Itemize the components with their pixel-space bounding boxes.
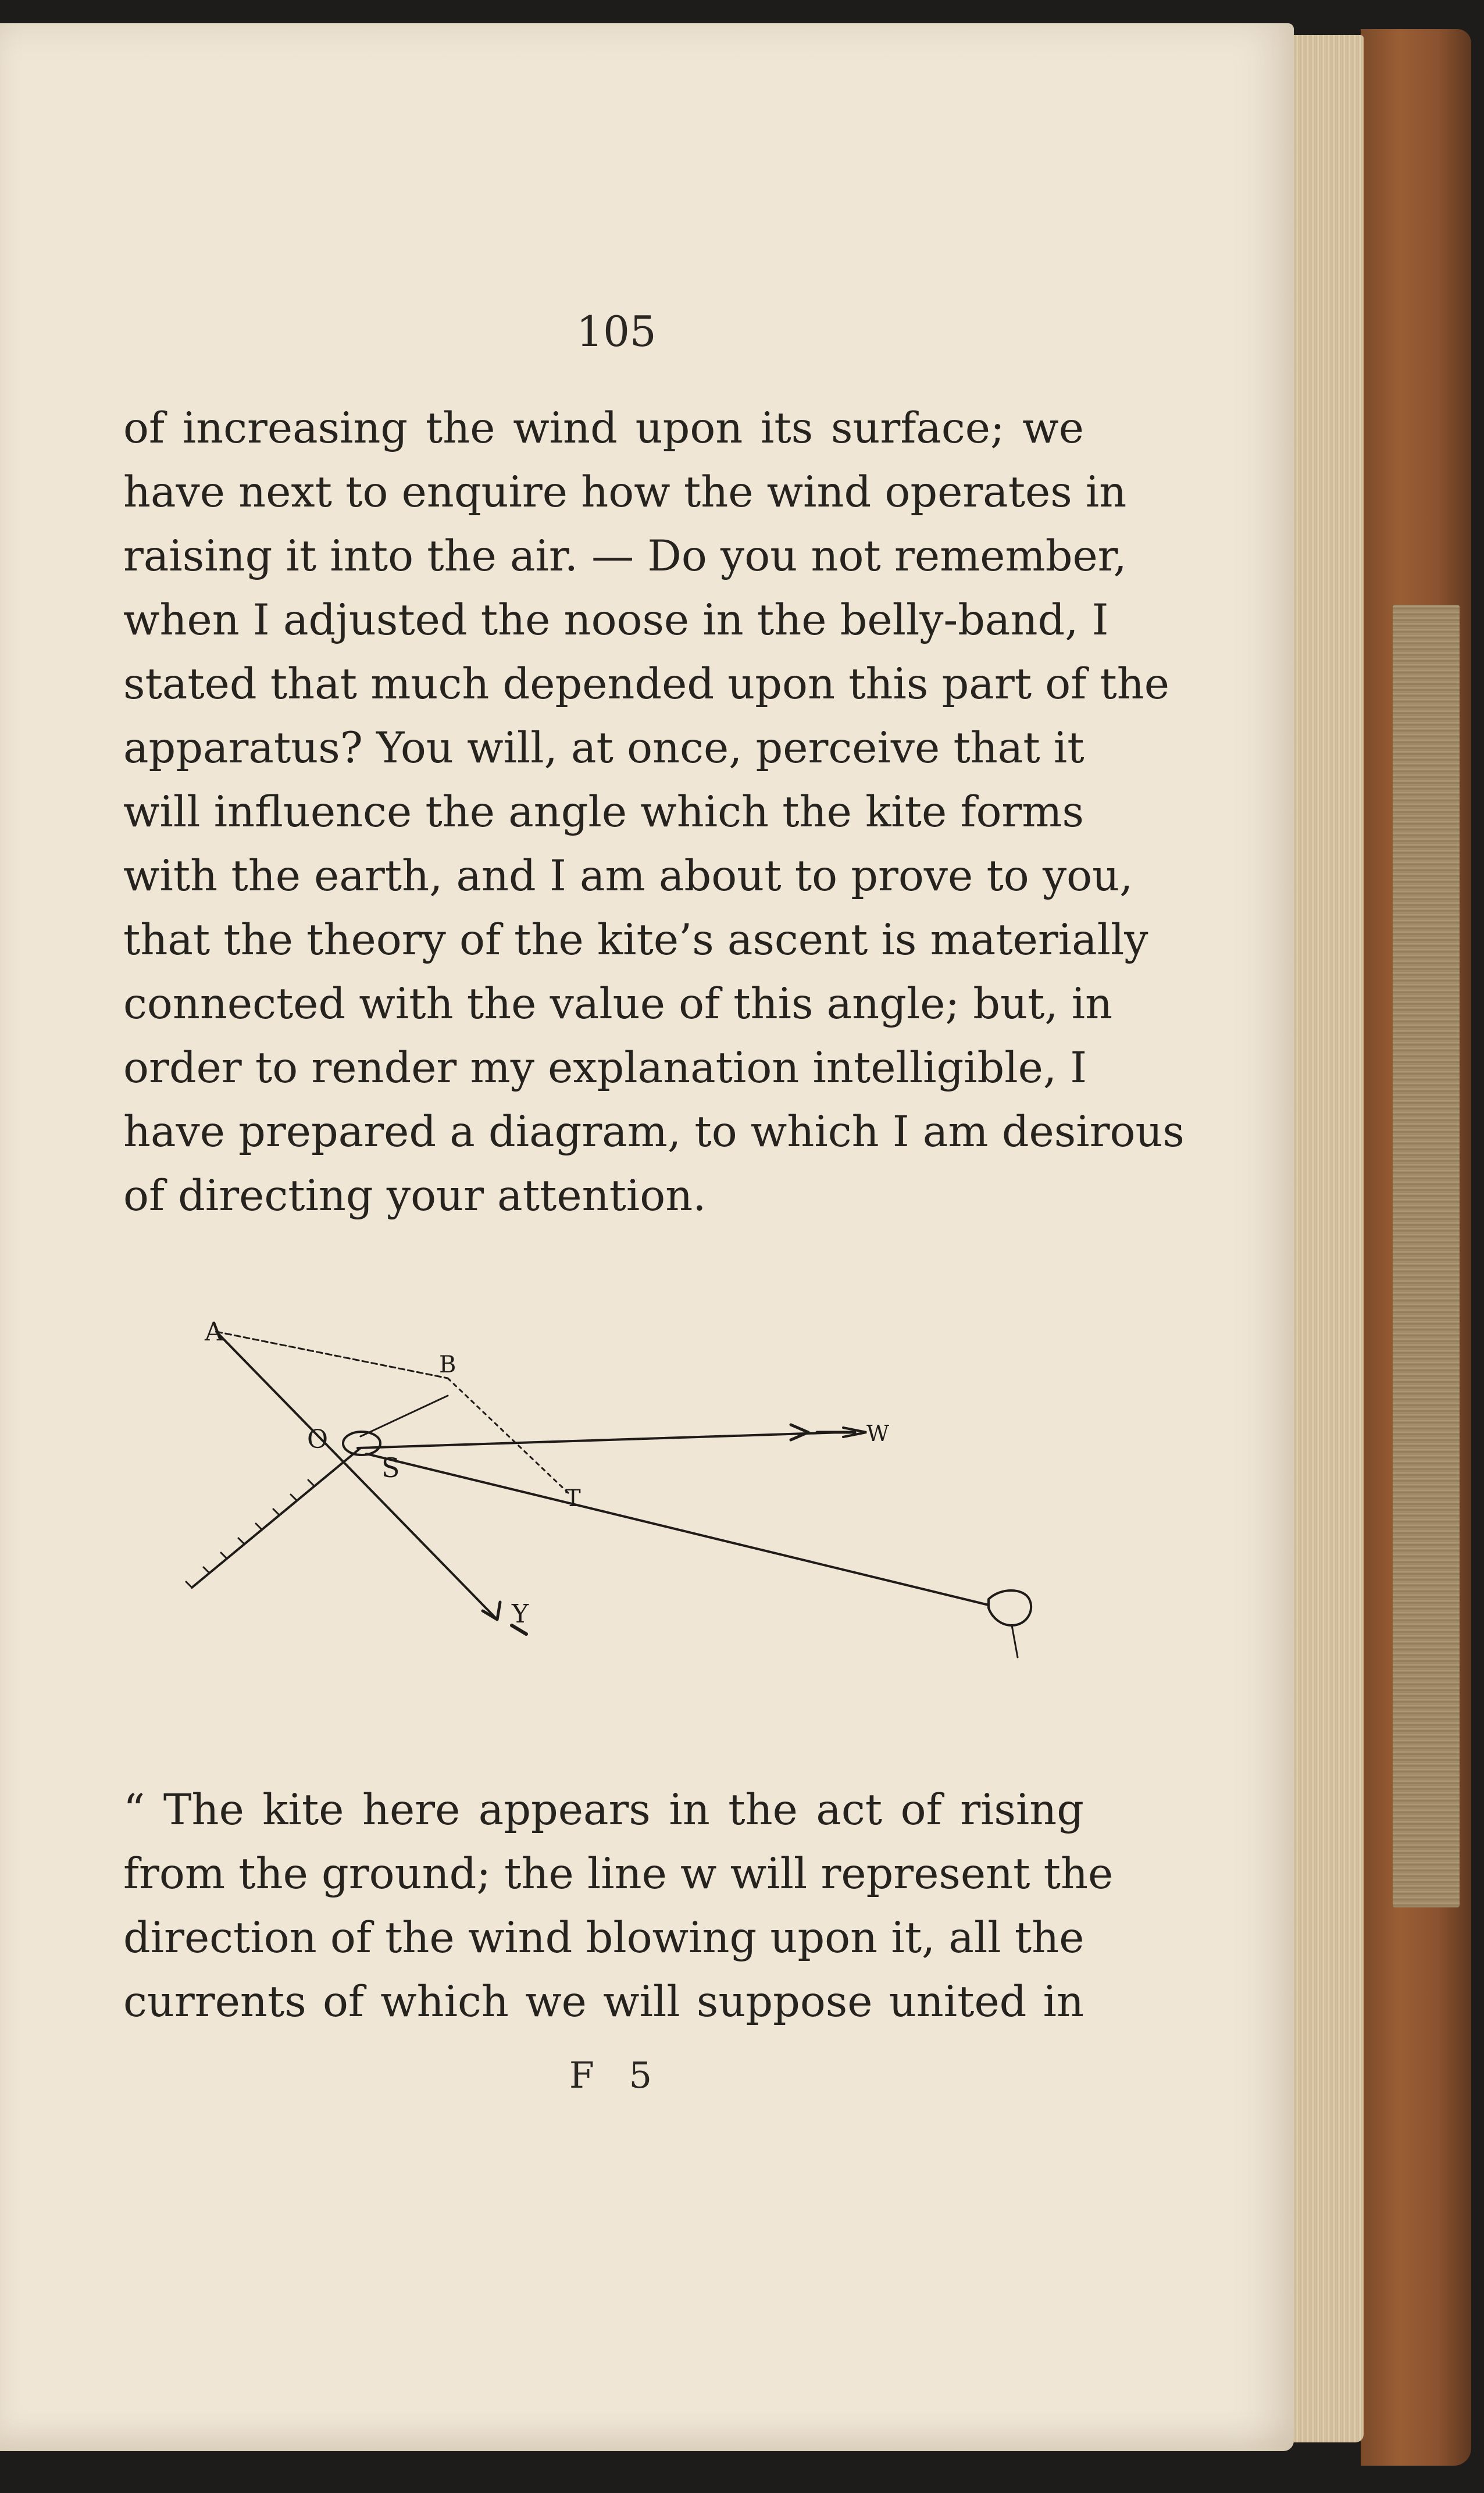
text-line: stated that much depended upon this part of the (123, 659, 1169, 709)
paragraph-bottom (123, 1778, 1114, 2034)
page-edges (1294, 35, 1364, 2442)
text-line: apparatus? You will, at once, perceive that it (123, 723, 1085, 773)
text-line: connected with the value of this angle; but, in (123, 979, 1113, 1029)
text-line: “ The kite here appears in the act of rising (123, 1785, 1084, 1835)
label-b: B (439, 1351, 456, 1378)
wind-line-w (358, 1432, 843, 1448)
label-o: O (307, 1425, 329, 1454)
cover-cloth (1393, 605, 1460, 1907)
text-line: from the ground; the line w will represent the (123, 1849, 1114, 1899)
kite-diagram (151, 1308, 1082, 1669)
text-line: of increasing the wind upon its surface; we (123, 404, 1084, 453)
y-arrow-icon (483, 1602, 500, 1620)
label-w: W (866, 1421, 890, 1446)
label-a: A (205, 1317, 223, 1347)
text-line: have next to enquire how the wind operates in (123, 468, 1127, 517)
hand-icon (989, 1590, 1031, 1625)
signature-mark: F 5 (569, 2054, 664, 2096)
label-s: S (381, 1452, 400, 1483)
text-line: that the theory of the kite’s ascent is materially (123, 915, 1148, 965)
text-line: order to render my explanation intelligible, I (123, 1043, 1087, 1093)
tail-feather-icon (186, 1480, 314, 1588)
paragraph-top (123, 397, 1185, 1228)
hand-wrist (1012, 1625, 1018, 1657)
line-o-b (361, 1396, 448, 1436)
label-t: T (565, 1485, 581, 1512)
line-a-b (216, 1332, 448, 1378)
text-line: of directing your attention. (123, 1171, 707, 1221)
text-line: currents of which we will suppose united in (123, 1977, 1084, 2027)
text-line: direction of the wind blowing upon it, all the (123, 1913, 1085, 1963)
label-y: Y (512, 1599, 529, 1629)
text-line: with the earth, and I am about to prove to you, (123, 851, 1133, 901)
text-line: have prepared a diagram, to which I am desirous (123, 1107, 1185, 1157)
text-line: when I adjusted the noose in the belly-band, I (123, 595, 1109, 645)
text-line: will influence the angle which the kite forms (123, 787, 1084, 837)
text-line: raising it into the air. — Do you not remember, (123, 532, 1127, 581)
page-number: 105 (576, 307, 657, 356)
line-o-tail (192, 1448, 361, 1588)
